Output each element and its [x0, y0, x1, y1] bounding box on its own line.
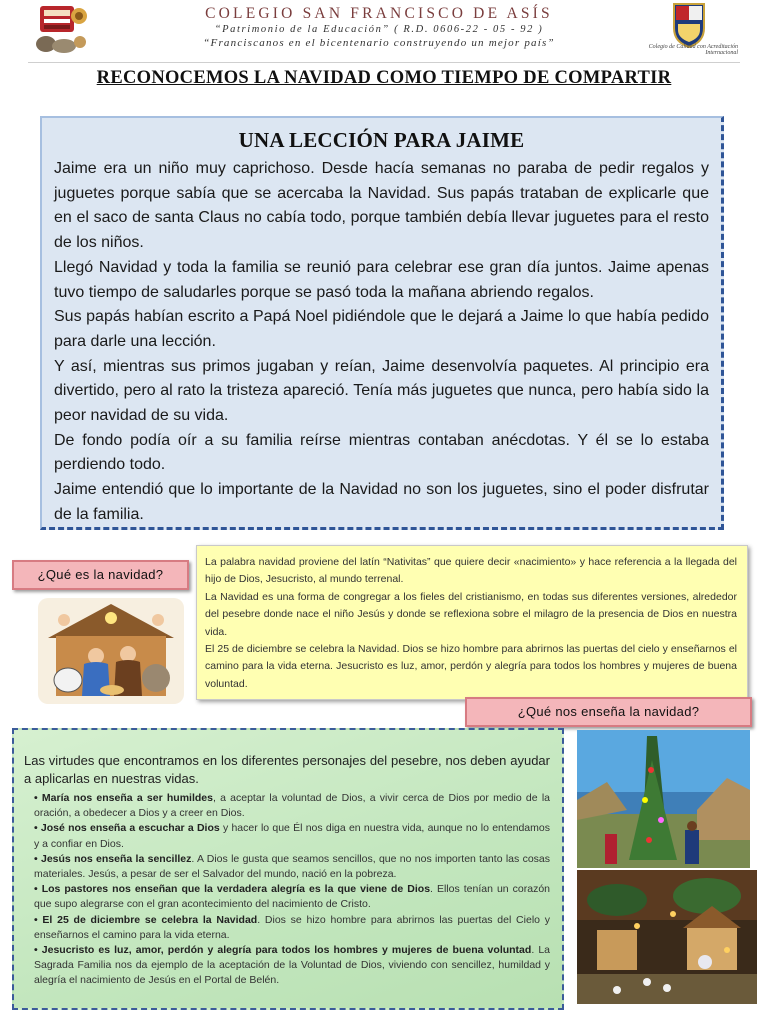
story-paragraph: Sus papás habían escrito a Papá Noel pidiéndole que le dejará a Jaime lo que había pedido para darle una lección. [54, 308, 709, 350]
virtue-heading: • El 25 de diciembre se celebra la Navidad [34, 913, 258, 926]
story-paragraph: Jaime era un niño muy caprichoso. Desde hacía semanas no paraba de pedir regalos y juguetes porque sabía que se acercaba la Navidad. Sus papás trataban de explicarle que en el saco de santa Claus no cabía todo, porque también debía llevar juguetes para el resto de los niños. [54, 160, 709, 252]
definition-paragraph: La palabra navidad proviene del latín “Nativitas” que quiere decir «nacimiento» y hace referencia a la llegada del hijo de Dios, Jesucristo, al mundo terrenal. [205, 556, 737, 586]
virtue-heading: • Jesús nos enseña la sencillez [34, 852, 192, 865]
school-name: COLEGIO SAN FRANCISCO DE ASÍS [205, 5, 553, 22]
what-christmas-teaches-label: ¿Qué nos enseña la navidad? [465, 697, 752, 727]
virtues-box [12, 728, 564, 1010]
virtues-intro: Las virtudes que encontramos en los diferentes personajes del pesebre, nos deben ayudar a aplicarlas en nuestras vidas. [24, 753, 550, 786]
story-paragraph: Y así, mientras sus primos jugaban y reían, Jaime desenvolvía paquetes. Al principio era divertido, pero al rato la tristeza apareció. Tenía más juguetes que nunca, pero había sido la peor navidad de su vida. [54, 357, 709, 425]
virtue-text: , a aceptar la voluntad de Dios, a vivir cerca de Dios por medio de la oración, a obedecer a Dios y a creer en Dios. [34, 792, 550, 820]
virtue-text: . A Dios le gusta que seamos sencillos, que no nos importen tanto las cosas materiales. Jesús, a pesar de ser el Salvador del mundo, nació en la pobreza. [34, 852, 551, 881]
what-is-christmas-label: ¿Qué es la navidad? [12, 560, 189, 590]
story-box [40, 116, 724, 530]
virtues-list [24, 791, 550, 989]
christmas-definition-box [196, 545, 748, 700]
story-title: UNA LECCIÓN PARA JAIME [238, 128, 525, 152]
virtue-heading: • Los pastores nos enseñan que la verdadera alegría es la que viene de Dios [34, 883, 431, 896]
list-item [34, 882, 550, 912]
school-slogan-line: “Franciscanos en el bicentenario construyendo un mejor país” [203, 37, 555, 49]
virtue-heading: • Jesucristo es luz, amor, perdón y alegría para todos los hombres y mujeres de buena voluntad [34, 944, 532, 957]
list-item [34, 913, 550, 943]
story-paragraph: Jaime entendió que lo importante de la Navidad no son los juguetes, sino el poder disfrutar de la familia. [54, 481, 709, 523]
virtue-text: . Dios se hizo hombre para abrirnos las puertas del Cielo y enseñarnos el camino para la vida eterna. [34, 913, 550, 941]
school-shield-icon [672, 2, 706, 48]
accreditation-caption: Colegio de Calidad con Acreditación Internacional [648, 44, 738, 56]
definition-paragraph: El 25 de diciembre se celebra la Navidad. Dios se hizo hombre para abrirnos las puertas del cielo y enseñarnos el camino para la vida eterna. Jesucristo es luz, amor, perdón y alegría para todos los hombres y mujeres de buena voluntad. [205, 643, 737, 690]
virtue-heading: • José nos enseña a escuchar a Dios [34, 822, 220, 835]
school-crest-icon [32, 2, 94, 56]
virtue-text: . La Sagrada Familia nos da ejemplo de la aceptación de la Voluntad de Dios, viviendo con sencillez, humildad y alegría el nacimiento de Jesús en el Portal de Belén. [34, 944, 550, 987]
story-paragraph: Llegó Navidad y toda la familia se reunió para celebrar ese gran día juntos. Jaime apenas tuvo tiempo de saludarles porque se pasó toda la mañana abriendo regalos. [54, 258, 709, 301]
story-paragraph: De fondo podía oír a su familia reírse mientras contaban anécdotas. Y él se lo estaba perdiendo todo. [54, 431, 709, 474]
definition-paragraph: La Navidad es una forma de congregar a los fieles del cristianismo, en todas sus diferentes versiones, alrededor del pesebre donde nace el niño Jesús y donde se reflexiona sobre el milagro de la presencia de Dios en nuestra vida. [205, 590, 737, 638]
page-title: RECONOCEMOS LA NAVIDAD COMO TIEMPO DE COMPARTIR [96, 68, 672, 88]
nativity-scene-image [38, 598, 184, 704]
christmas-tree-photo [577, 730, 750, 868]
virtue-heading: • María nos enseña a ser humildes [34, 792, 213, 804]
list-item [34, 791, 550, 821]
list-item [34, 943, 550, 989]
school-motto-line: “Patrimonio de la Educación” ( R.D. 0606-22 - 05 - 92 ) [214, 24, 544, 35]
virtue-text: y hacer lo que Él nos diga en nuestra vida, aunque no lo entendamos y a confiar en Dios. [34, 822, 550, 850]
nativity-diorama-photo [577, 870, 757, 1004]
letterhead [28, 0, 740, 63]
virtue-text: . Ellos tenían un corazón que supo alegrarse con el gran acontecimiento del nacimiento de Cristo. [34, 883, 550, 911]
list-item [34, 821, 550, 851]
list-item [34, 852, 550, 882]
